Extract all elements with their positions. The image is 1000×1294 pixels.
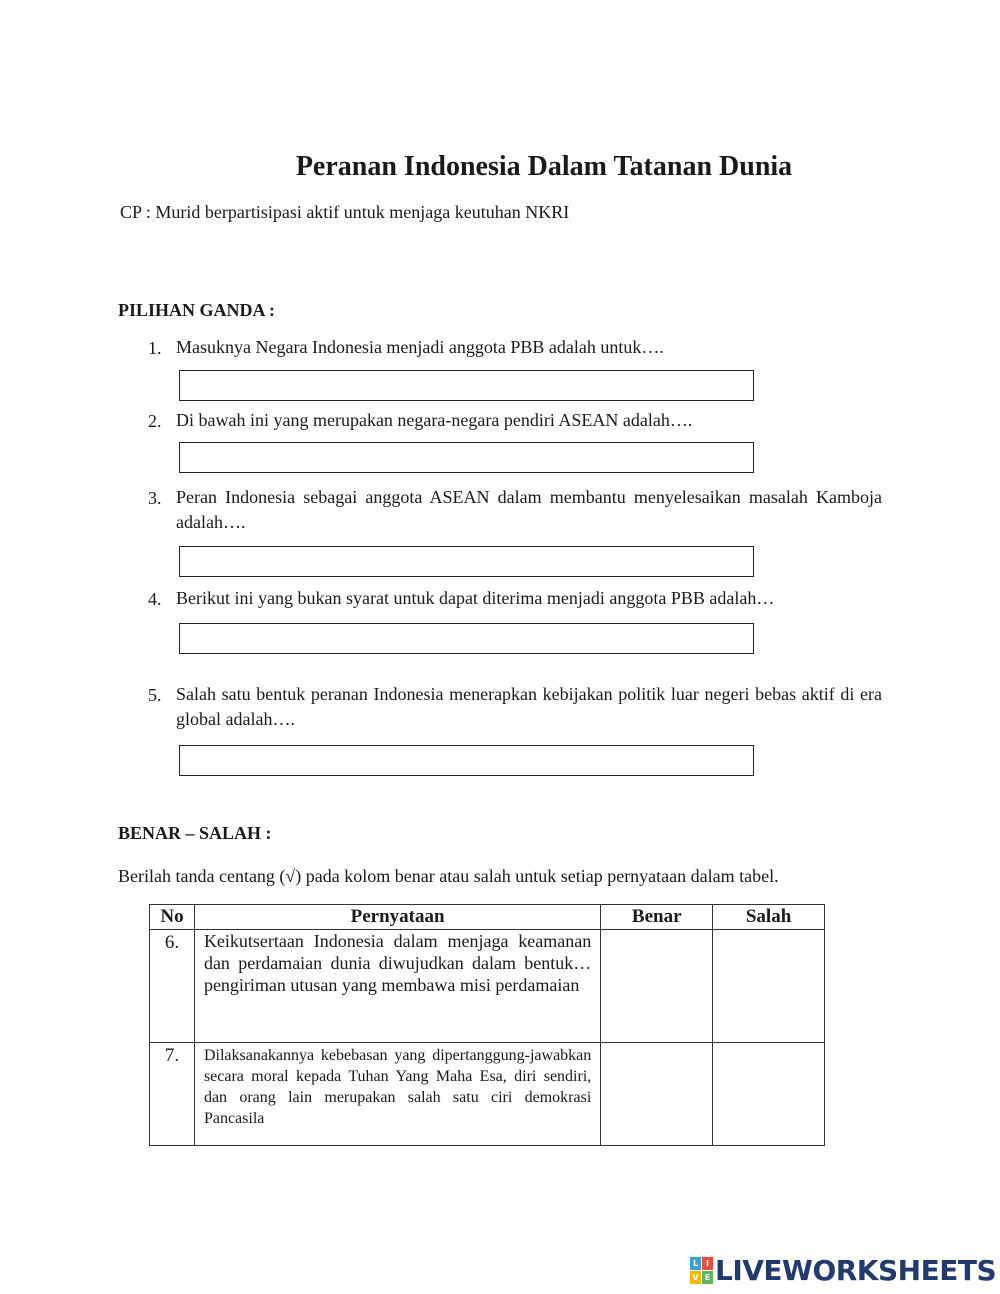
- question-text: Salah satu bentuk peranan Indonesia menerapkan kebijakan politik luar negeri bebas aktif di era global adalah….: [176, 684, 882, 729]
- true-false-heading: BENAR – SALAH :: [118, 823, 272, 843]
- page-title: Peranan Indonesia Dalam Tatanan Dunia: [295, 151, 793, 182]
- logo-tile: E: [702, 1271, 713, 1284]
- true-answer-cell[interactable]: [601, 930, 713, 1043]
- answer-input-3[interactable]: [179, 546, 754, 577]
- answer-input-5[interactable]: [179, 745, 754, 776]
- question-text: Di bawah ini yang merupakan negara-negara pendiri ASEAN adalah….: [176, 410, 693, 430]
- answer-input-4[interactable]: [179, 623, 754, 654]
- question-number: 1.: [148, 338, 162, 358]
- logo-mark-icon: [690, 1257, 712, 1283]
- learning-objective: CP : Murid berpartisipasi aktif untuk menjaga keutuhan NKRI: [120, 202, 570, 222]
- logo-tile: V: [690, 1271, 701, 1284]
- question-text: Masuknya Negara Indonesia menjadi anggota PBB adalah untuk….: [176, 337, 664, 357]
- row-statement: Dilaksanakannya kebebasan yang dipertanggung-jawabkan secara moral kepada Tuhan Yang Maha Esa, diri sendiri, dan orang lain merupakan salah satu ciri demokrasi Pancasila: [194, 1043, 600, 1146]
- multiple-choice-heading: PILIHAN GANDA :: [118, 300, 276, 320]
- true-false-instruction: Berilah tanda centang (√) pada kolom benar atau salah untuk setiap pernyataan dalam tabel.: [118, 866, 779, 886]
- row-number: 6.: [150, 930, 195, 1043]
- question-number: 3.: [148, 488, 162, 508]
- logo-text: LIVEWORKSHEETS: [715, 1253, 997, 1287]
- logo-tile: I: [702, 1257, 713, 1270]
- false-answer-cell[interactable]: [713, 930, 825, 1043]
- table-header-row: [150, 905, 825, 930]
- true-answer-cell[interactable]: [601, 1043, 713, 1146]
- question-number: 5.: [148, 685, 162, 705]
- row-statement: Keikutsertaan Indonesia dalam menjaga keamanan dan perdamaian dunia diwujudkan dalam bentuk…pengiriman utusan yang membawa misi perdamaian: [194, 930, 600, 1043]
- table-row: [150, 1043, 825, 1146]
- true-false-table: [149, 904, 825, 1146]
- row-number: 7.: [150, 1043, 195, 1146]
- logo-tile: L: [690, 1257, 701, 1270]
- false-answer-cell[interactable]: [713, 1043, 825, 1146]
- question-number: 4.: [148, 589, 162, 609]
- column-header-true: Benar: [601, 905, 713, 930]
- answer-input-2[interactable]: [179, 442, 754, 473]
- answer-input-1[interactable]: [179, 370, 754, 401]
- column-header-statement: Pernyataan: [194, 905, 600, 930]
- column-header-no: No: [150, 905, 195, 930]
- column-header-false: Salah: [713, 905, 825, 930]
- question-text: Peran Indonesia sebagai anggota ASEAN dalam membantu menyelesaikan masalah Kamboja adalah….: [176, 487, 882, 532]
- table-row: [150, 930, 825, 1043]
- question-text: Berikut ini yang bukan syarat untuk dapat diterima menjadi anggota PBB adalah…: [176, 588, 775, 608]
- question-number: 2.: [148, 411, 162, 431]
- liveworksheets-logo: [690, 1254, 996, 1286]
